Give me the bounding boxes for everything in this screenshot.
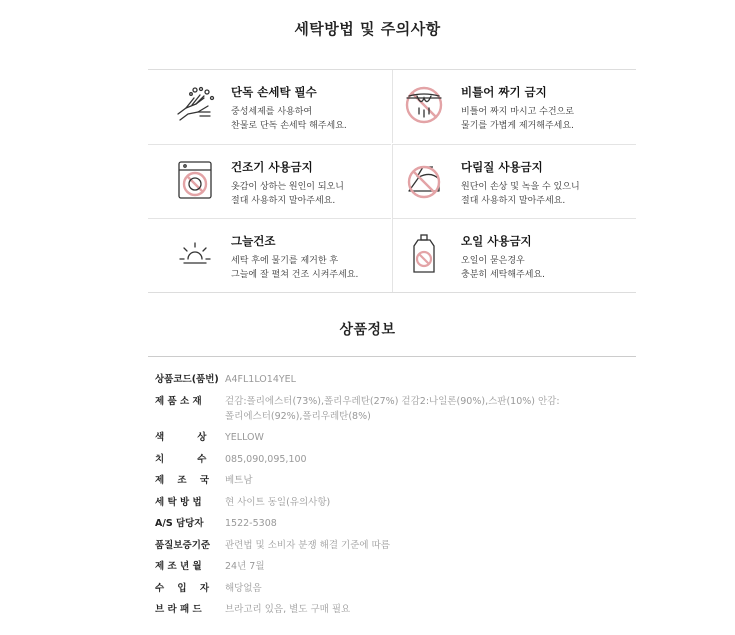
care-item-desc: 세탁 후에 물기를 제거한 후 그늘에 잘 펼쳐 건조 시켜주세요. <box>231 256 359 280</box>
care-item-title: 오일 사용금지 <box>461 234 532 248</box>
care-item-title: 건조기 사용금지 <box>231 160 313 174</box>
care-item-no-iron <box>392 144 636 218</box>
care-item-title: 다림질 사용금지 <box>461 160 543 174</box>
care-item-shade-dry <box>148 218 391 292</box>
care-item-desc: 비틀어 짜지 마시고 수건으로 물기를 가볍게 제거해주세요. <box>461 107 574 131</box>
care-item-no-dryer <box>148 144 391 218</box>
info-label: 수 입 자 <box>155 582 209 594</box>
no-wring-icon <box>403 84 445 126</box>
care-item-no-wring <box>392 70 636 143</box>
info-label: 색 상 <box>155 432 207 443</box>
info-row <box>155 372 635 387</box>
divider <box>148 356 636 357</box>
shade-dry-icon <box>174 233 216 275</box>
info-value: A4FL1LO14YEL <box>225 374 296 385</box>
product-info-title: 상품정보 <box>339 322 396 338</box>
care-item-title: 그늘건조 <box>231 234 276 248</box>
info-row <box>155 452 635 467</box>
care-grid <box>148 69 636 293</box>
info-label: 제 품 소 재 <box>155 395 202 407</box>
info-label: 상품코드(품번) <box>155 374 219 385</box>
info-row <box>155 473 635 488</box>
care-item-hand-wash <box>148 70 391 143</box>
info-label: 품질보증기준 <box>155 539 211 551</box>
info-value: 24년 7월 <box>225 561 265 572</box>
info-value: 베트남 <box>225 475 253 486</box>
info-row <box>155 538 635 553</box>
info-row <box>155 581 635 596</box>
care-item-desc: 원단이 손상 및 녹을 수 있으니 절대 사용하지 말아주세요. <box>461 182 580 206</box>
info-label: 브 라 패 드 <box>155 604 202 615</box>
info-row <box>155 394 635 424</box>
info-row <box>155 430 635 445</box>
info-row <box>155 602 635 617</box>
info-value: 1522-5308 <box>225 518 277 529</box>
product-info-table <box>155 372 635 624</box>
hand-wash-icon <box>174 84 216 126</box>
no-dryer-icon <box>174 159 216 201</box>
no-oil-icon <box>403 233 445 275</box>
care-item-no-oil <box>392 218 636 292</box>
care-item-desc: 중성세제를 사용하여 찬물로 단독 손세탁 해주세요. <box>231 107 347 131</box>
info-value: 겉감:폴리에스터(73%),폴리우레탄(27%) 겉감2:나일론(90%),스판(10%) 안감:폴리에스터(92%),폴리우레탄(8%) <box>225 395 560 422</box>
care-item-desc: 오일이 묻은경우 충분히 세탁해주세요. <box>461 256 545 280</box>
info-value: 브라고리 있음, 별도 구매 필요 <box>225 604 351 615</box>
info-row <box>155 516 635 531</box>
info-value: 현 사이트 동일(유의사항) <box>225 496 331 508</box>
care-section-title: 세탁방법 및 주의사항 <box>294 20 441 38</box>
info-label: 치 수 <box>155 453 207 465</box>
no-iron-icon <box>403 159 445 201</box>
care-item-desc: 옷감이 상하는 원인이 되오니 절대 사용하지 말아주세요. <box>231 182 344 206</box>
info-row <box>155 495 635 510</box>
info-label: A/S 담당자 <box>155 518 204 529</box>
care-item-title: 단독 손세탁 필수 <box>231 85 317 99</box>
info-value: 관련법 및 소비자 분쟁 해결 기준에 따름 <box>225 539 390 551</box>
info-label: 세 탁 방 법 <box>155 496 202 508</box>
info-value: YELLOW <box>225 432 264 443</box>
info-label: 제 조 국 <box>155 475 209 486</box>
info-label: 제 조 년 월 <box>155 561 202 572</box>
care-item-title: 비틀어 짜기 금지 <box>461 85 547 99</box>
info-value: 해당없음 <box>225 582 262 594</box>
info-value: 085,090,095,100 <box>225 453 307 465</box>
info-row <box>155 559 635 574</box>
